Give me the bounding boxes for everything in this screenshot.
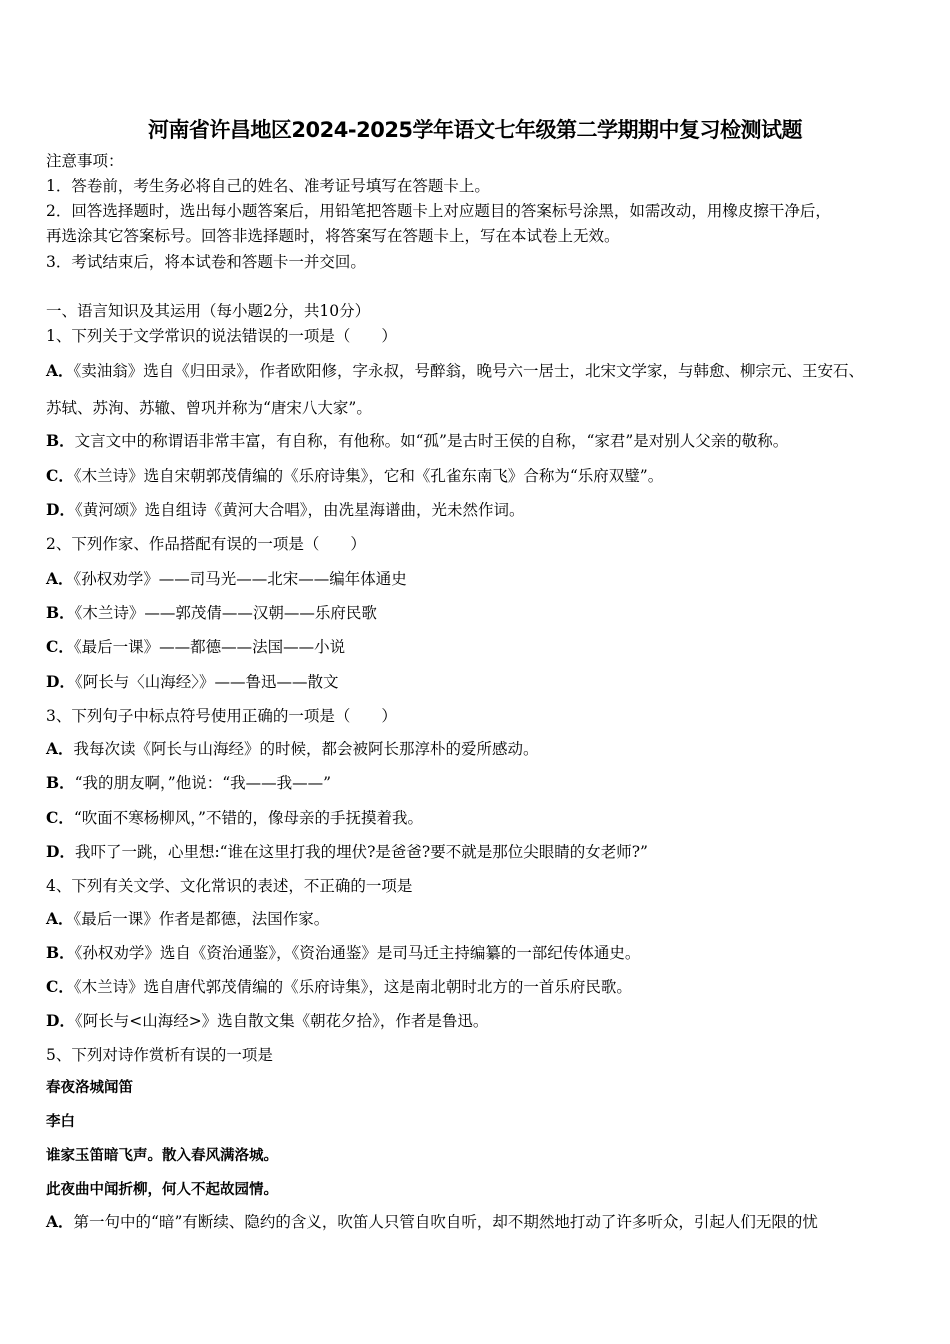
note-item: 2．回答选择题时，选出每小题答案后，用铅笔把答题卡上对应题目的答案标号涂黑，如需改动，用橡皮擦干净后， [46,202,831,220]
exam-title: 河南省许昌地区2024-2025学年语文七年级第二学期期中复习检测试题 [147,118,803,142]
option [46,672,338,692]
option-text: 《最后一课》——都德——法国——小说 [73,638,346,656]
option-text: 第一句中的“暗”有断续、隐约的含义，吹笛人只管自吹自听，却不期然地打动了许多听众，引起人们无限的忧 [73,1213,818,1231]
option [46,569,407,589]
option [46,1011,488,1031]
notes-heading: 注意事项： [46,152,124,170]
section-heading: 一、语言知识及其运用（每小题2分，共10分） [46,302,371,320]
option-text: 《阿长与<山海经>》选自散文集《朝花夕拾》，作者是鲁迅。 [74,1012,489,1030]
option-text: 《黄河颂》选自组诗《黄河大合唱》，由冼星海谱曲，光未然作词。 [74,501,525,519]
question-stem: 5、下列对诗作赏析有误的一项是 [46,1046,273,1064]
option [46,739,539,759]
option-text: 苏轼、苏洵、苏辙、曾巩并称为“唐宋八大家”。 [46,399,372,417]
option [46,808,423,828]
option-text: 《木兰诗》——郭茂倩——汉朝——乐府民歌 [74,604,377,622]
option-label: B． [46,773,75,792]
option [46,1212,818,1232]
option-text: 我吓了一跳，心里想:“谁在这里打我的埋伏?是爸爸?要不就是那位尖眼睛的女老师?” [74,843,648,861]
poem-author: 李白 [46,1113,75,1130]
option-text: 《最后一课》作者是都德，法国作家。 [73,910,330,928]
option-text: 《孙权劝学》选自《资治通鉴》，《资治通鉴》是司马迁主持编纂的一部纪传体通史。 [74,944,641,962]
option-text: “吹面不寒杨柳风，”不错的，像母亲的手抚摸着我。 [73,809,423,827]
option [46,466,663,486]
option-label: D． [46,672,75,691]
option [46,977,632,997]
option [46,431,788,451]
option [46,398,372,418]
option-text: “我的朋友啊，”他说：“我——我——” [74,774,332,792]
option [46,773,331,793]
option-label: C． [46,977,74,996]
option-text: 《卖油翁》选自《归田录》，作者欧阳修，字永叔，号醉翁，晚号六一居士，北宋文学家，与韩愈、柳宗元、王安石、 [73,362,865,380]
question-stem: 1、下列关于文学常识的说法错误的一项是（ ） [46,327,397,345]
option [46,500,524,520]
option [46,603,377,623]
poem-title: 春夜洛城闻笛 [46,1079,133,1096]
option-label: D． [46,842,75,861]
note-item: 1．答卷前，考生务必将自己的姓名、准考证号填写在答题卡上。 [46,177,490,195]
question-stem: 3、下列句子中标点符号使用正确的一项是（ ） [46,707,397,725]
option-label: A． [46,361,74,380]
option-label: C． [46,637,74,656]
option [46,361,864,381]
option-label: B． [46,603,75,622]
poem-line: 谁家玉笛暗飞声。散入春风满洛城。 [46,1147,278,1164]
option-text: 我每次读《阿长与山海经》的时候，都会被阿长那淳朴的爱所感动。 [73,740,539,758]
option-label: B． [46,943,75,962]
option-label: C． [46,808,74,827]
option [46,943,640,963]
option [46,909,329,929]
option-label: D． [46,1011,75,1030]
poem-line: 此夜曲中闻折柳，何人不起故园情。 [46,1181,278,1198]
question-stem: 2、下列作家、作品搭配有误的一项是（ ） [46,535,366,553]
option-text: 《孙权劝学》——司马光——北宋——编年体通史 [73,570,407,588]
option-text: 文言文中的称谓语非常丰富，有自称，有他称。如“孤”是古时王侯的自称，“家君”是对别人父亲的敬称。 [74,432,789,450]
option-label: D． [46,500,75,519]
option-text: 《木兰诗》选自宋朝郭茂倩编的《乐府诗集》，它和《孔雀东南飞》合称为“乐府双璧”。 [73,467,664,485]
option-text: 《木兰诗》选自唐代郭茂倩编的《乐府诗集》，这是南北朝时北方的一首乐府民歌。 [73,978,632,996]
option [46,842,648,862]
option-text: 《阿长与〈山海经〉》——鲁迅——散文 [74,673,339,691]
note-item: 再选涂其它答案标号。回答非选择题时，将答案写在答题卡上，写在本试卷上无效。 [46,227,620,245]
option-label: B． [46,431,75,450]
option-label: A． [46,569,74,588]
option [46,637,345,657]
option-label: A． [46,739,74,758]
option-label: A． [46,909,74,928]
option-label: C． [46,466,74,485]
note-item: 3．考试结束后，将本试卷和答题卡一并交回。 [46,253,366,271]
option-label: A． [46,1212,74,1231]
question-stem: 4、下列有关文学、文化常识的表述，不正确的一项是 [46,877,413,895]
